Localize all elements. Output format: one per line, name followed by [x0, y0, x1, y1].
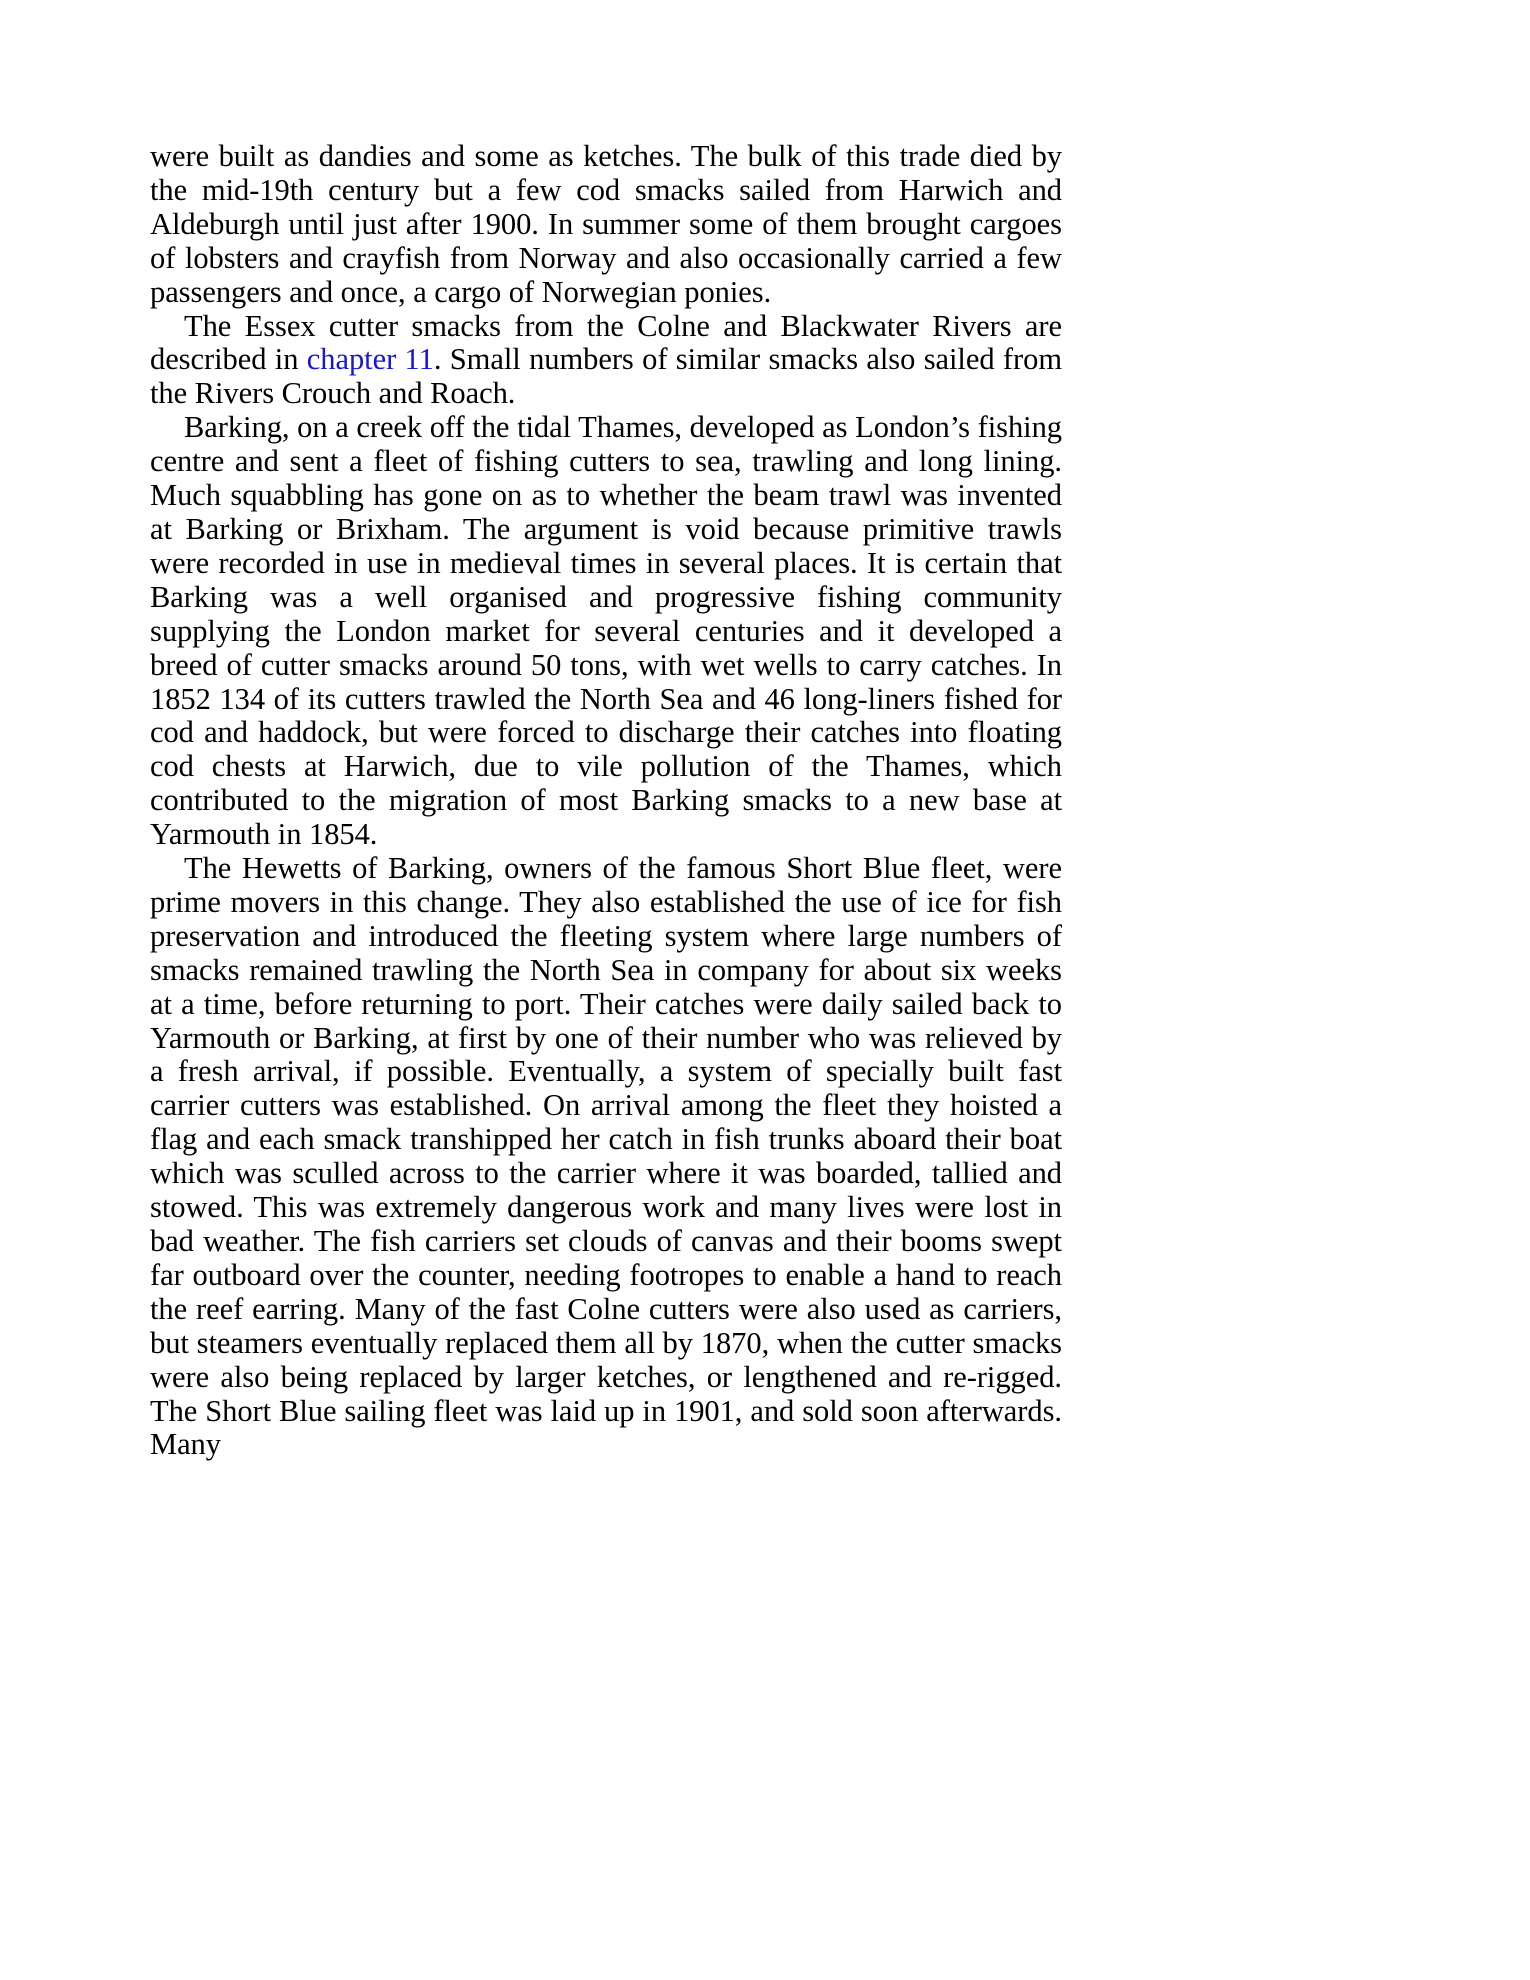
paragraph-barking: Barking, on a creek off the tidal Thames, developed as London’s fishing centre and sent a fleet of fishing cutters to sea, trawling and long lining. Much squabbling has gone on as to whether the beam trawl was invented at Barking or Brixham. The argument is void because primitive trawls were recorded in use in medieval times in several places. It is certain that Barking was a well organised and progressive fishing community supplying the London market for several centuries and it developed a breed of cutter smacks around 50 tons, with wet wells to carry catches. In 1852 134 of its cutters trawled the North Sea and 46 long-liners fished for cod and haddock, but were forced to discharge their catches into floating cod chests at Harwich, due to vile pollution of the Thames, which contributed to the migration of most Barking smacks to a new base at Yarmouth in 1854. [150, 410, 1062, 852]
paragraph-text-before-link: The Essex cutter smacks from the Colne and Blackwater Rivers are described in [150, 308, 1062, 377]
paragraph-essex-cutter-smacks [150, 310, 1062, 412]
paragraph-text-after-link: . Small numbers of similar smacks also sailed from the Rivers Crouch and Roach. [150, 342, 1062, 411]
paragraph-hewetts: The Hewetts of Barking, owners of the famous Short Blue fleet, were prime movers in this change. They also established the use of ice for fish preservation and introduced the fleeting system where large numbers of smacks remained trawling the North Sea in company for about six weeks at a time, before returning to port. Their catches were daily sailed back to Yarmouth or Barking, at first by one of their number who was relieved by a fresh arrival, if possible. Eventually, a system of specially built fast carrier cutters was established. On arrival among the fleet they hoisted a flag and each smack transhipped her catch in fish trunks aboard their boat which was sculled across to the carrier where it was boarded, tallied and stowed. This was extremely dangerous work and many lives were lost in bad weather. The fish carriers set clouds of canvas and their booms swept far outboard over the counter, needing footropes to enable a hand to reach the reef earring. Many of the fast Colne cutters were also used as carriers, but steamers eventually replaced them all by 1870, when the cutter smacks were also being replaced by larger ketches, or lengthened and re-rigged. The Short Blue sailing fleet was laid up in 1901, and sold soon afterwards. Many [150, 851, 1062, 1462]
chapter-11-link[interactable]: chapter 11 [306, 342, 434, 377]
paragraph-continuation: were built as dandies and some as ketches. The bulk of this trade died by the mid-19th century but a few cod smacks sailed from Harwich and Aldeburgh until just after 1900. In summer some of them brought cargoes of lobsters and crayfish from Norway and also occasionally carried a few passengers and once, a cargo of Norwegian ponies. [150, 139, 1062, 309]
text-column [150, 140, 1062, 1462]
